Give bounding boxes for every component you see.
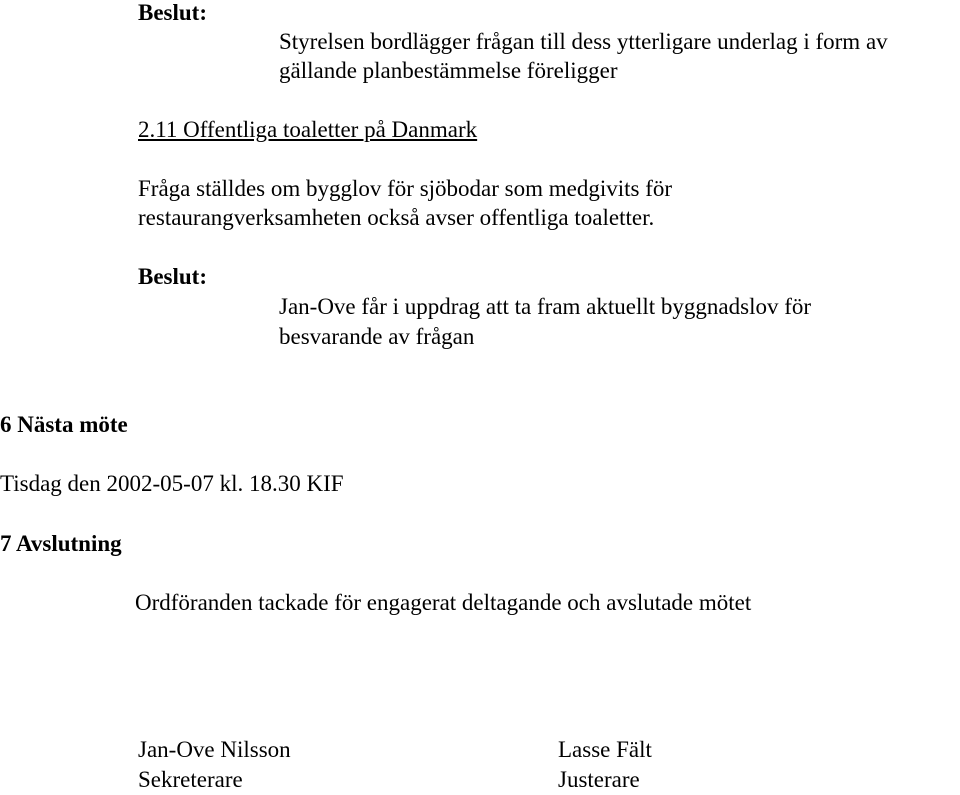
section-heading: 6 Nästa möte [0, 412, 128, 437]
beslut-label: Beslut: [138, 0, 207, 25]
signature-name: Lasse Fält [558, 737, 652, 762]
beslut-text: besvarande av frågan [279, 324, 475, 349]
beslut-label: Beslut: [138, 264, 207, 289]
beslut-text: gällande planbestämmelse föreligger [279, 58, 618, 83]
paragraph-text: Ordföranden tackade för engagerat deltagande och avslutade mötet [135, 590, 752, 615]
signature-role: Justerare [558, 767, 640, 792]
beslut-text: Styrelsen bordlägger frågan till dess ytterligare underlag i form av [279, 29, 888, 54]
beslut-text: Jan-Ove får i uppdrag att ta fram aktuellt byggnadslov för [279, 294, 812, 319]
paragraph-text: Fråga ställdes om bygglov för sjöbodar som medgivits för [138, 176, 673, 201]
signature-role: Sekreterare [138, 767, 243, 792]
section-heading: 2.11 Offentliga toaletter på Danmark [138, 117, 478, 142]
section-heading: 7 Avslutning [0, 531, 122, 556]
paragraph-text: Tisdag den 2002-05-07 kl. 18.30 KIF [0, 471, 344, 496]
paragraph-text: restaurangverksamheten också avser offentliga toaletter. [138, 205, 655, 230]
signature-name: Jan-Ove Nilsson [138, 737, 291, 762]
